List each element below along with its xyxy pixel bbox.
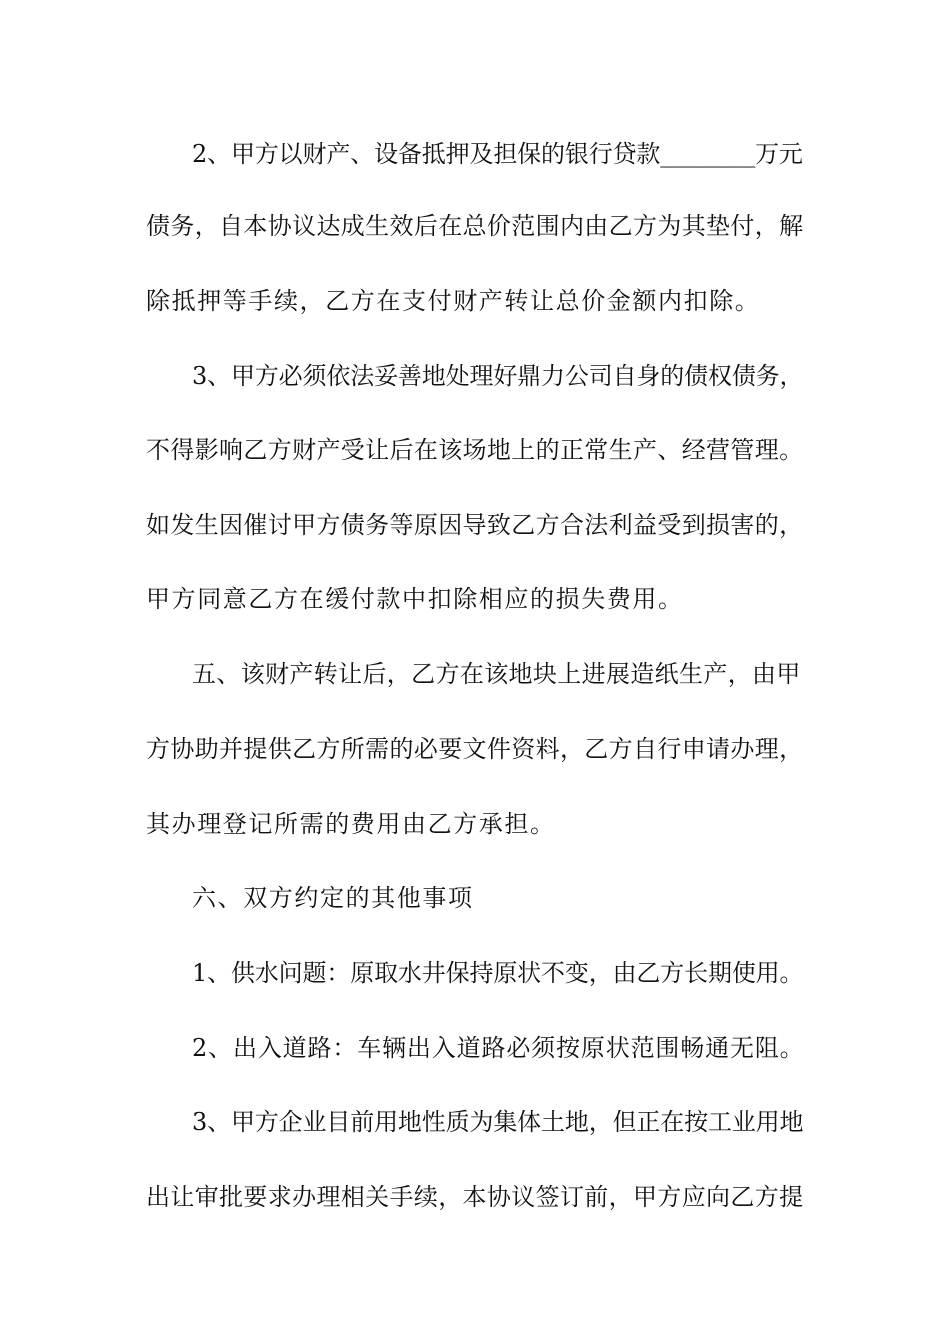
paragraph-line: 债务，自本协议达成生效后在总价范围内由乙方为其垫付，解: [146, 212, 804, 240]
section-heading: 六、双方约定的其他事项: [192, 884, 474, 912]
paragraph-line: 2、出入道路：车辆出入道路必须按原状范围畅通无阻。: [192, 1034, 805, 1062]
paragraph-line: 如发生因催讨甲方债务等原因导致乙方合法利益受到损害的，: [146, 511, 804, 539]
paragraph-line: 2、甲方以财产、设备抵押及担保的银行贷款________万元: [192, 140, 803, 168]
paragraph-line: 3、甲方必须依法妥善地处理好鼎力公司自身的债权债务，: [192, 362, 804, 390]
paragraph-line: 3、甲方企业目前用地性质为集体土地，但正在按工业用地: [192, 1108, 804, 1136]
paragraph-line: 五、该财产转让后，乙方在该地块上进展造纸生产，由甲: [192, 660, 801, 688]
paragraph-line: 甲方同意乙方在缓付款中扣除相应的损失费用。: [146, 585, 684, 613]
paragraph-line: 除抵押等手续，乙方在支付财产转让总价金额内扣除。: [146, 287, 761, 315]
paragraph-line: 方协助并提供乙方所需的必要文件资料，乙方自行申请办理，: [146, 735, 804, 763]
paragraph-line: 不得影响乙方财产受让后在该场地上的正常生产、经营管理。: [146, 436, 804, 464]
paragraph-line: 其办理登记所需的费用由乙方承担。: [146, 810, 556, 838]
paragraph-line: 出让审批要求办理相关手续，本协议签订前，甲方应向乙方提: [146, 1183, 804, 1211]
paragraph-line: 1、供水问题：原取水井保持原状不变，由乙方长期使用。: [192, 959, 804, 987]
